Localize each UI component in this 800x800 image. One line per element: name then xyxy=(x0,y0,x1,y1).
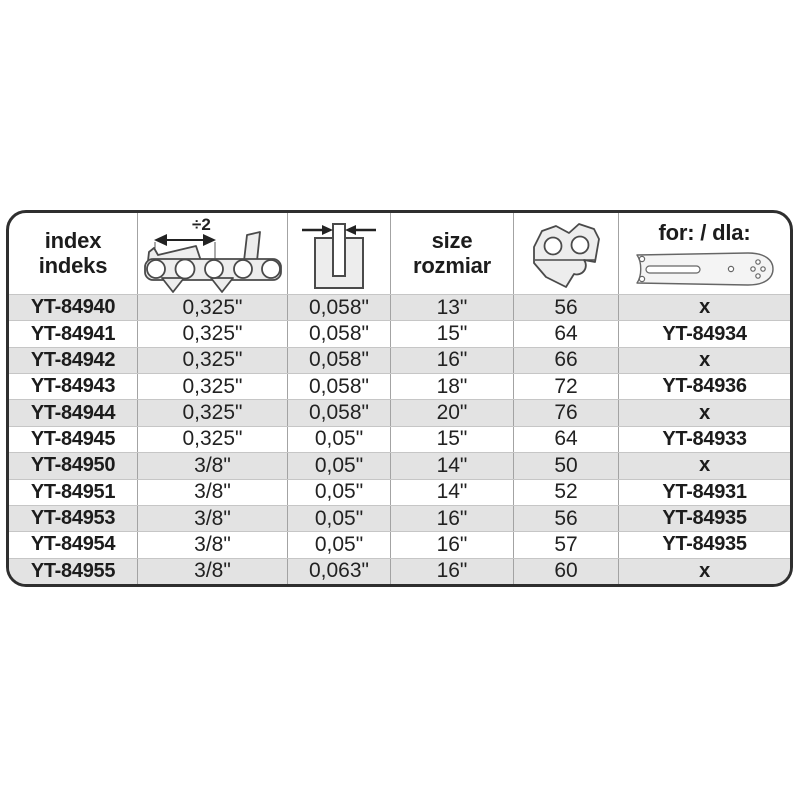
cell-gauge: 0,058" xyxy=(287,348,390,373)
cell-pitch: 0,325" xyxy=(137,295,287,320)
cell-drive-links: 64 xyxy=(513,427,618,452)
cell-size: 18" xyxy=(390,374,513,399)
cell-pitch: 3/8" xyxy=(137,453,287,478)
cell-for-bar: YT-84931 xyxy=(618,480,790,505)
cell-index: YT-84945 xyxy=(30,427,116,450)
cell-index: YT-84942 xyxy=(30,348,116,371)
cell-for-bar: YT-84933 xyxy=(618,427,790,452)
cell-index: YT-84955 xyxy=(30,559,116,582)
cell-pitch: 0,325" xyxy=(137,427,287,452)
cell-pitch: 0,325" xyxy=(137,374,287,399)
cell-pitch: 0,325" xyxy=(137,348,287,373)
cell-index: YT-84954 xyxy=(30,533,116,556)
table-row xyxy=(9,479,790,505)
cell-drive-links: 56 xyxy=(513,506,618,531)
chain-spec-table xyxy=(6,210,793,587)
drive-link-icon xyxy=(522,217,610,291)
header-pitch xyxy=(137,213,287,294)
cell-pitch: 3/8" xyxy=(137,559,287,584)
cell-for-bar: YT-84935 xyxy=(618,532,790,557)
cell-index: YT-84940 xyxy=(30,296,116,319)
cell-drive-links: 56 xyxy=(513,295,618,320)
cell-size: 15" xyxy=(390,321,513,346)
table-row xyxy=(9,558,790,584)
table-header-row xyxy=(9,213,790,294)
table-row xyxy=(9,452,790,478)
cell-drive-links: 60 xyxy=(513,559,618,584)
cell-gauge: 0,058" xyxy=(287,374,390,399)
chain-pitch-icon xyxy=(140,215,286,293)
cell-index: YT-84944 xyxy=(30,401,116,424)
table-row xyxy=(9,426,790,452)
cell-gauge: 0,05" xyxy=(287,480,390,505)
cell-size: 13" xyxy=(390,295,513,320)
cell-size: 16" xyxy=(390,348,513,373)
cell-gauge: 0,05" xyxy=(287,453,390,478)
cell-size: 14" xyxy=(390,480,513,505)
cell-index: YT-84951 xyxy=(30,480,116,503)
cell-index: YT-84953 xyxy=(30,507,116,530)
cell-gauge: 0,058" xyxy=(287,295,390,320)
cell-pitch: 3/8" xyxy=(137,506,287,531)
cell-for-bar: x xyxy=(618,348,790,373)
cell-index: YT-84941 xyxy=(30,322,116,345)
cell-drive-links: 64 xyxy=(513,321,618,346)
cell-pitch: 0,325" xyxy=(137,321,287,346)
cell-pitch: 0,325" xyxy=(137,400,287,425)
table-row xyxy=(9,399,790,425)
cell-gauge: 0,058" xyxy=(287,400,390,425)
cell-for-bar: x xyxy=(618,453,790,478)
cell-drive-links: 52 xyxy=(513,480,618,505)
cell-size: 15" xyxy=(390,427,513,452)
cell-gauge: 0,058" xyxy=(287,321,390,346)
cell-size: 16" xyxy=(390,506,513,531)
cell-size: 14" xyxy=(390,453,513,478)
header-size-label-en: size xyxy=(431,227,473,253)
table-row xyxy=(9,373,790,399)
table-row xyxy=(9,347,790,373)
header-index-label-pl: indeks xyxy=(38,252,108,278)
table-row xyxy=(9,531,790,557)
table-row xyxy=(9,505,790,531)
cell-for-bar: YT-84936 xyxy=(618,374,790,399)
cell-size: 20" xyxy=(390,400,513,425)
chain-gauge-icon xyxy=(299,216,379,292)
cell-gauge: 0,063" xyxy=(287,559,390,584)
header-size xyxy=(390,213,513,294)
cell-for-bar: x xyxy=(618,559,790,584)
table-body xyxy=(9,294,790,584)
cell-drive-links: 72 xyxy=(513,374,618,399)
cell-gauge: 0,05" xyxy=(287,427,390,452)
cell-index: YT-84950 xyxy=(30,454,116,477)
cell-gauge: 0,05" xyxy=(287,506,390,531)
header-for-label: for: / dla: xyxy=(658,220,751,245)
cell-for-bar: x xyxy=(618,295,790,320)
table-row xyxy=(9,320,790,346)
cell-drive-links: 50 xyxy=(513,453,618,478)
cell-pitch: 3/8" xyxy=(137,532,287,557)
cell-index: YT-84943 xyxy=(30,375,116,398)
cell-drive-links: 57 xyxy=(513,532,618,557)
header-index xyxy=(9,213,137,294)
cell-for-bar: YT-84935 xyxy=(618,506,790,531)
cell-for-bar: YT-84934 xyxy=(618,321,790,346)
header-index-label-en: index xyxy=(44,227,102,253)
cell-pitch: 3/8" xyxy=(137,480,287,505)
header-gauge xyxy=(287,213,390,294)
header-size-label-pl: rozmiar xyxy=(412,252,492,278)
header-drive-links xyxy=(513,213,618,294)
header-for xyxy=(618,213,790,294)
cell-for-bar: x xyxy=(618,400,790,425)
cell-drive-links: 66 xyxy=(513,348,618,373)
pitch-dimension-label: ÷2 xyxy=(191,214,211,234)
cell-gauge: 0,05" xyxy=(287,532,390,557)
guide-bar-icon xyxy=(629,248,781,290)
table-row xyxy=(9,294,790,320)
cell-size: 16" xyxy=(390,532,513,557)
cell-drive-links: 76 xyxy=(513,400,618,425)
cell-size: 16" xyxy=(390,559,513,584)
